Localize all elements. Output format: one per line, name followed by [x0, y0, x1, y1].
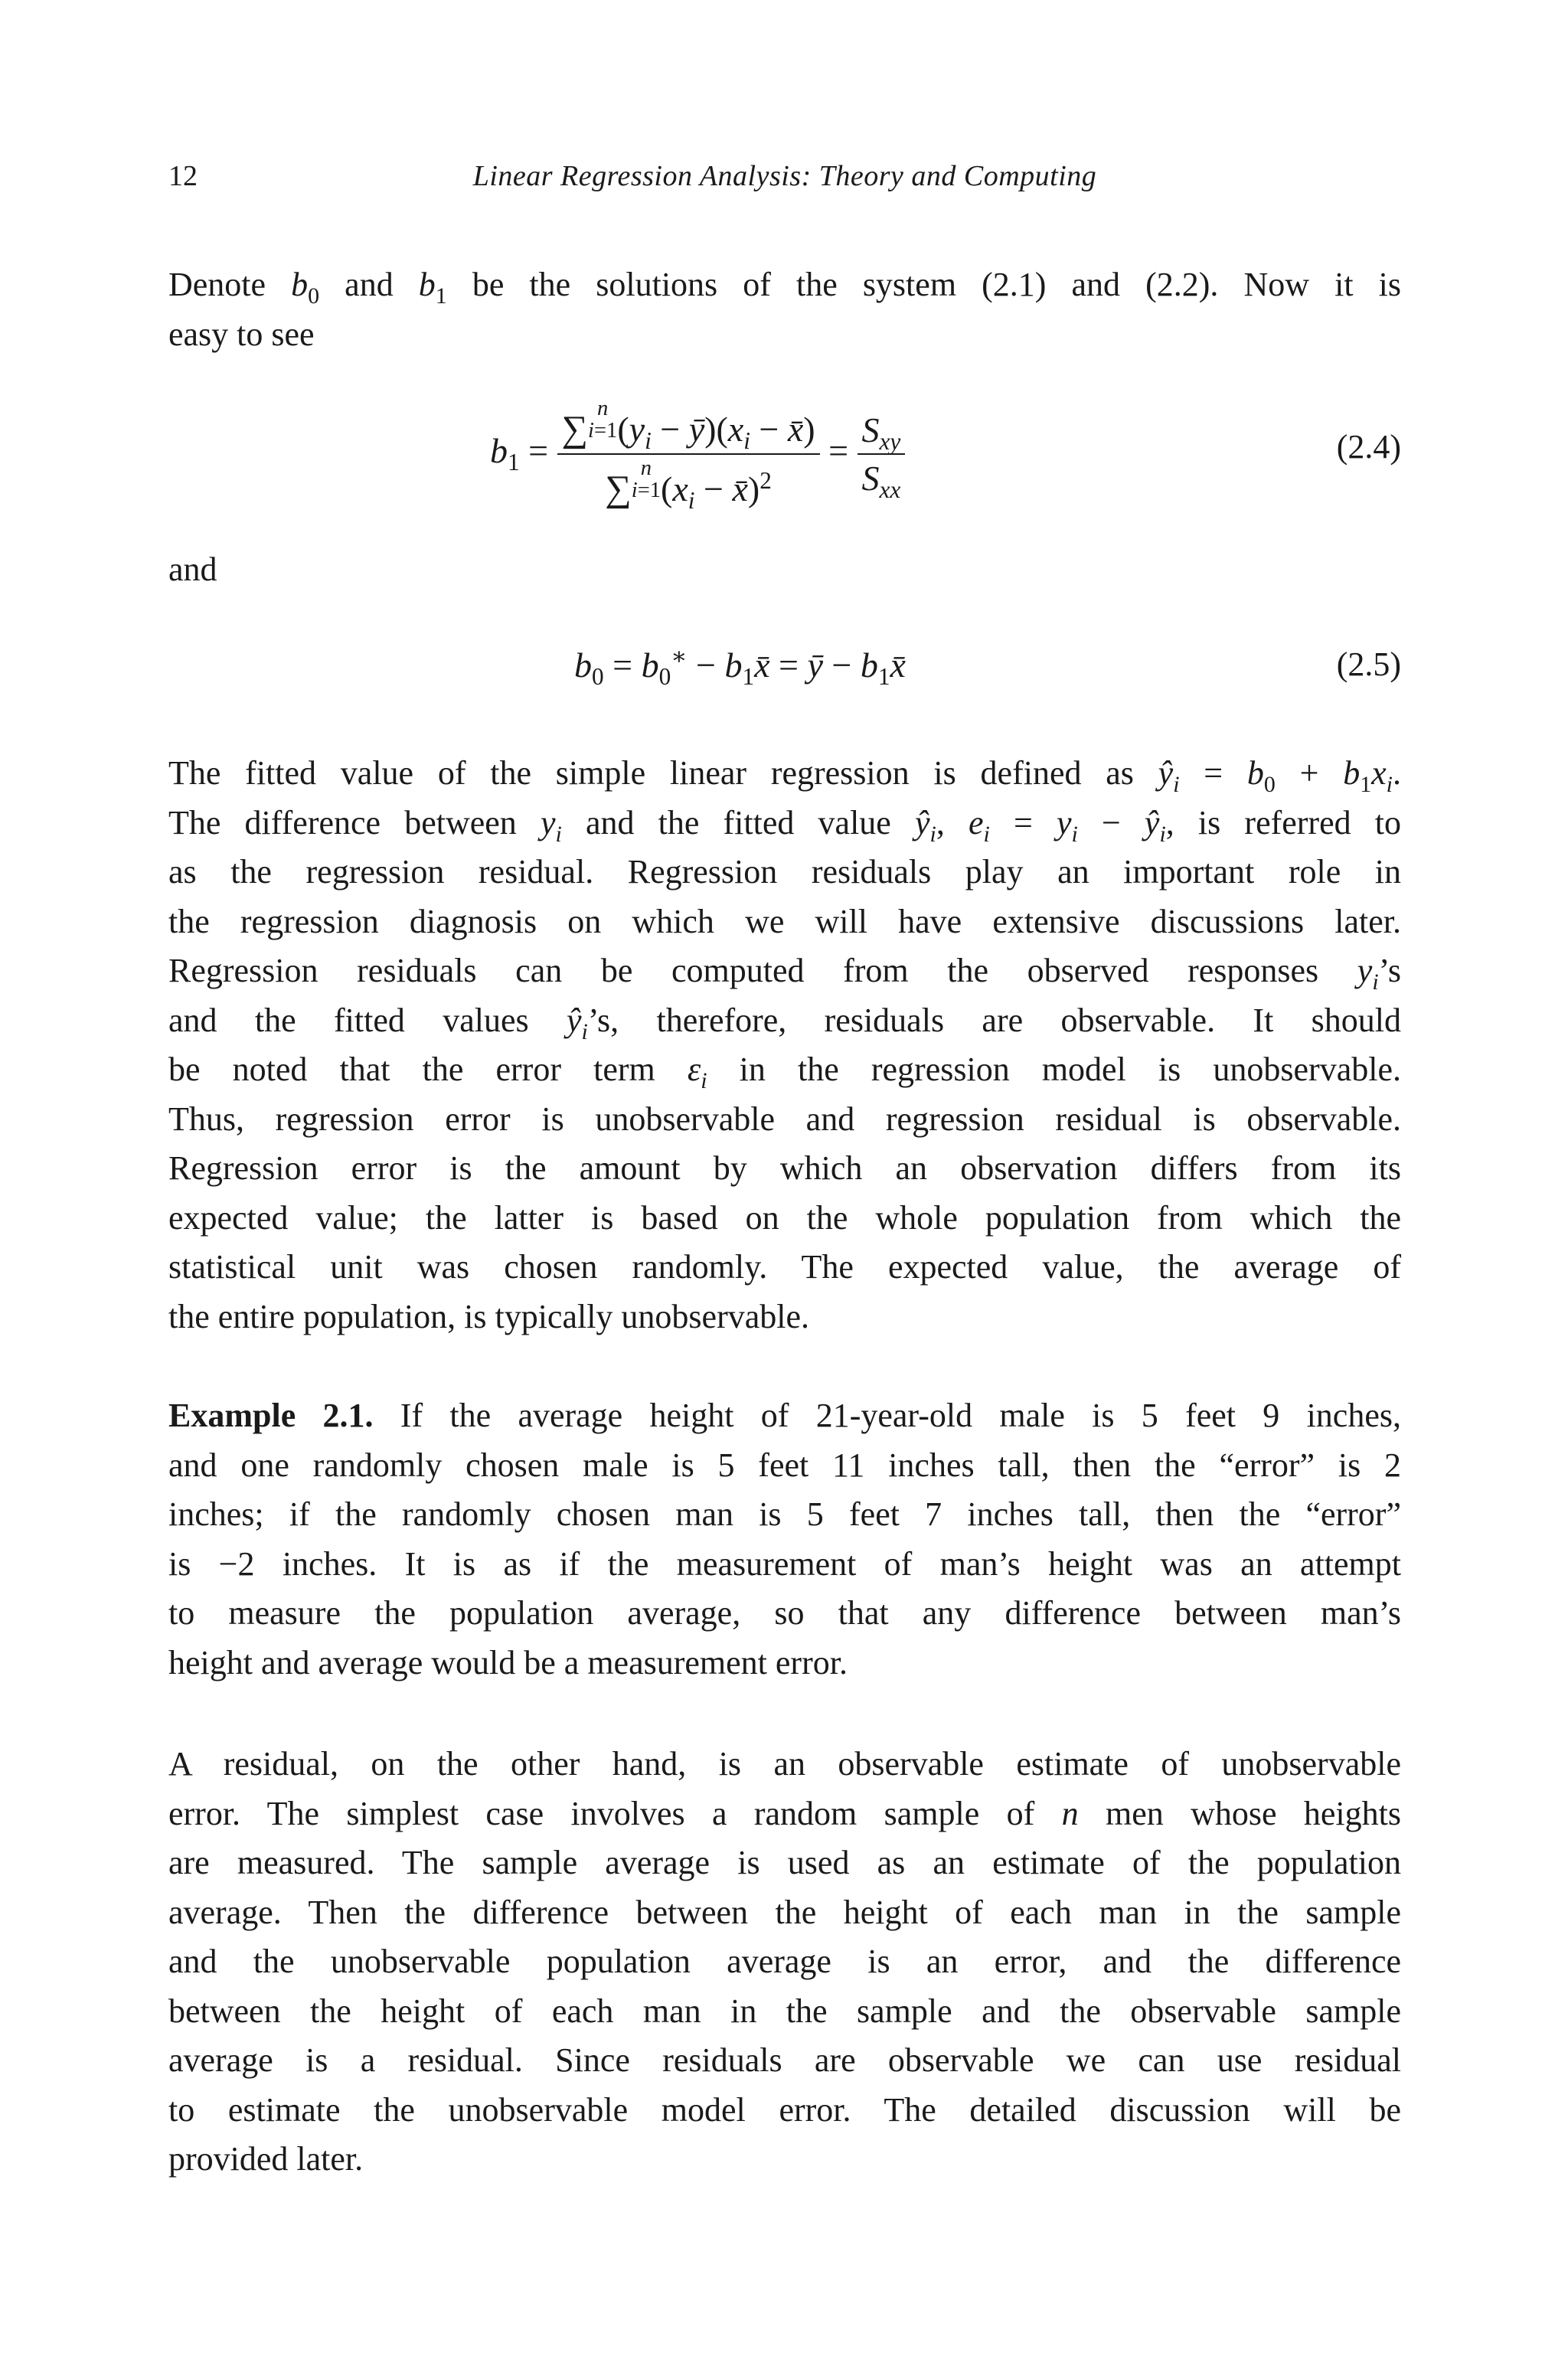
- equation-number: (2.4): [1336, 428, 1401, 466]
- text-line: statistical unit was chosen randomly. The expected value, the average of: [168, 1248, 1401, 1286]
- equation-number: (2.5): [1336, 645, 1401, 683]
- running-title: Linear Regression Analysis: Theory and Computing: [472, 160, 1097, 192]
- text-line: inches; if the randomly chosen man is 5 feet 7 inches tall, then the “error”: [168, 1495, 1401, 1533]
- page-header: [168, 159, 1401, 202]
- text-line: to estimate the unobservable model error. The detailed discussion will be: [168, 2090, 1401, 2129]
- text-line: and the fitted values $ŷ_i’s$, therefore, residuals are observable. It should: [168, 1001, 1402, 1044]
- text-line: provided later.: [168, 2140, 364, 2178]
- text-line: and the unobservable population average is an error, and the difference: [168, 1943, 1401, 1980]
- example-2-1: [168, 1391, 1401, 1688]
- text-line: Regression error is the amount by which an observation differs from its: [168, 1149, 1401, 1187]
- text-line: expected value; the latter is based on the whole population from which the: [168, 1198, 1401, 1237]
- equation-2-5: [168, 642, 1401, 698]
- text-line: and one randomly chosen male is 5 feet 11 inches tall, then the “error” is 2: [168, 1446, 1401, 1484]
- text-line: Denote $b_0$ and $b_1$ be the solutions of the system (2.1) and (2.2). Now it is: [168, 266, 1401, 309]
- text-line: Example 2.1. If the average height of 21-year-old male is 5 feet 9 inches,: [168, 1397, 1401, 1434]
- text-line: error. The simplest case involves a random sample of n men whose heights: [168, 1794, 1401, 1832]
- text-line: to measure the population average, so that any difference between man’s: [168, 1594, 1401, 1632]
- equation-b1: $b_1$ = ∑ n i=1 ($y_i$ − $ȳ)(x_i$ − x̄) ∑ n i=1 ($x_i$ − x̄)$^2$ = $\frac{S_{xy}}{S_{xx}}$: [490, 398, 905, 510]
- text-line: are measured. The sample average is used as an estimate of the population: [168, 1844, 1401, 1881]
- text-line: A residual, on the other hand, is an observable estimate of unobservable: [168, 1745, 1401, 1783]
- equation-2-4: [168, 397, 1401, 515]
- and-line: [168, 545, 1401, 595]
- equation-b0: $b_0 = b_0^∗$ − $b_1x̄$ = ȳ − $b_1x̄$: [574, 642, 906, 691]
- text-line: easy to see: [168, 315, 315, 353]
- text-line: The fitted value of the simple linear regression is defined as $ŷ_i = b_0 + b_1x_i$.: [168, 754, 1401, 797]
- text-line: the entire population, is typically unobservable.: [168, 1297, 810, 1335]
- text-line: and: [168, 551, 217, 588]
- text-line: as the regression residual. Regression residuals play an important role in: [168, 853, 1401, 891]
- fraction-sxy-sxx: $\frac{S_{xy}}{S_{xx}}$: [858, 410, 906, 498]
- text-line: Thus, regression error is unobservable and regression residual is observable.: [168, 1100, 1401, 1138]
- text-line: the regression diagnosis on which we will have extensive discussions later.: [168, 902, 1401, 940]
- fraction-sums: ∑ n i=1 ($y_i$ − $ȳ)(x_i$ − x̄) ∑ n i=1 ($x_i$ − x̄)$^2$: [557, 398, 820, 510]
- text-line: The difference between $y_i$ and the fitted value $ŷ_i$, $e_i = y_i$ − $ŷ_i$, is referred to: [168, 803, 1401, 847]
- text-line: between the height of each man in the sample and the observable sample: [168, 1992, 1401, 2030]
- text-line: Regression residuals can be computed from the observed responses $y_i’s$: [168, 952, 1401, 995]
- text-line: be noted that the error term $\varepsilon_i$ in the regression model is unobservable.: [168, 1051, 1401, 1093]
- text-line: average. Then the difference between the height of each man in the sample: [168, 1893, 1401, 1931]
- fitted-value-paragraph: [168, 749, 1401, 1341]
- example-label: Example 2.1.: [168, 1397, 374, 1434]
- residual-paragraph: [168, 1740, 1401, 2185]
- intro-paragraph: [168, 260, 1401, 359]
- text-line: is −2 inches. It is as if the measurement of man’s height was an attempt: [168, 1544, 1401, 1583]
- text-line: height and average would be a measurement error.: [168, 1643, 848, 1681]
- text-line: average is a residual. Since residuals are observable we can use residual: [168, 2041, 1401, 2079]
- page-number: 12: [168, 160, 198, 192]
